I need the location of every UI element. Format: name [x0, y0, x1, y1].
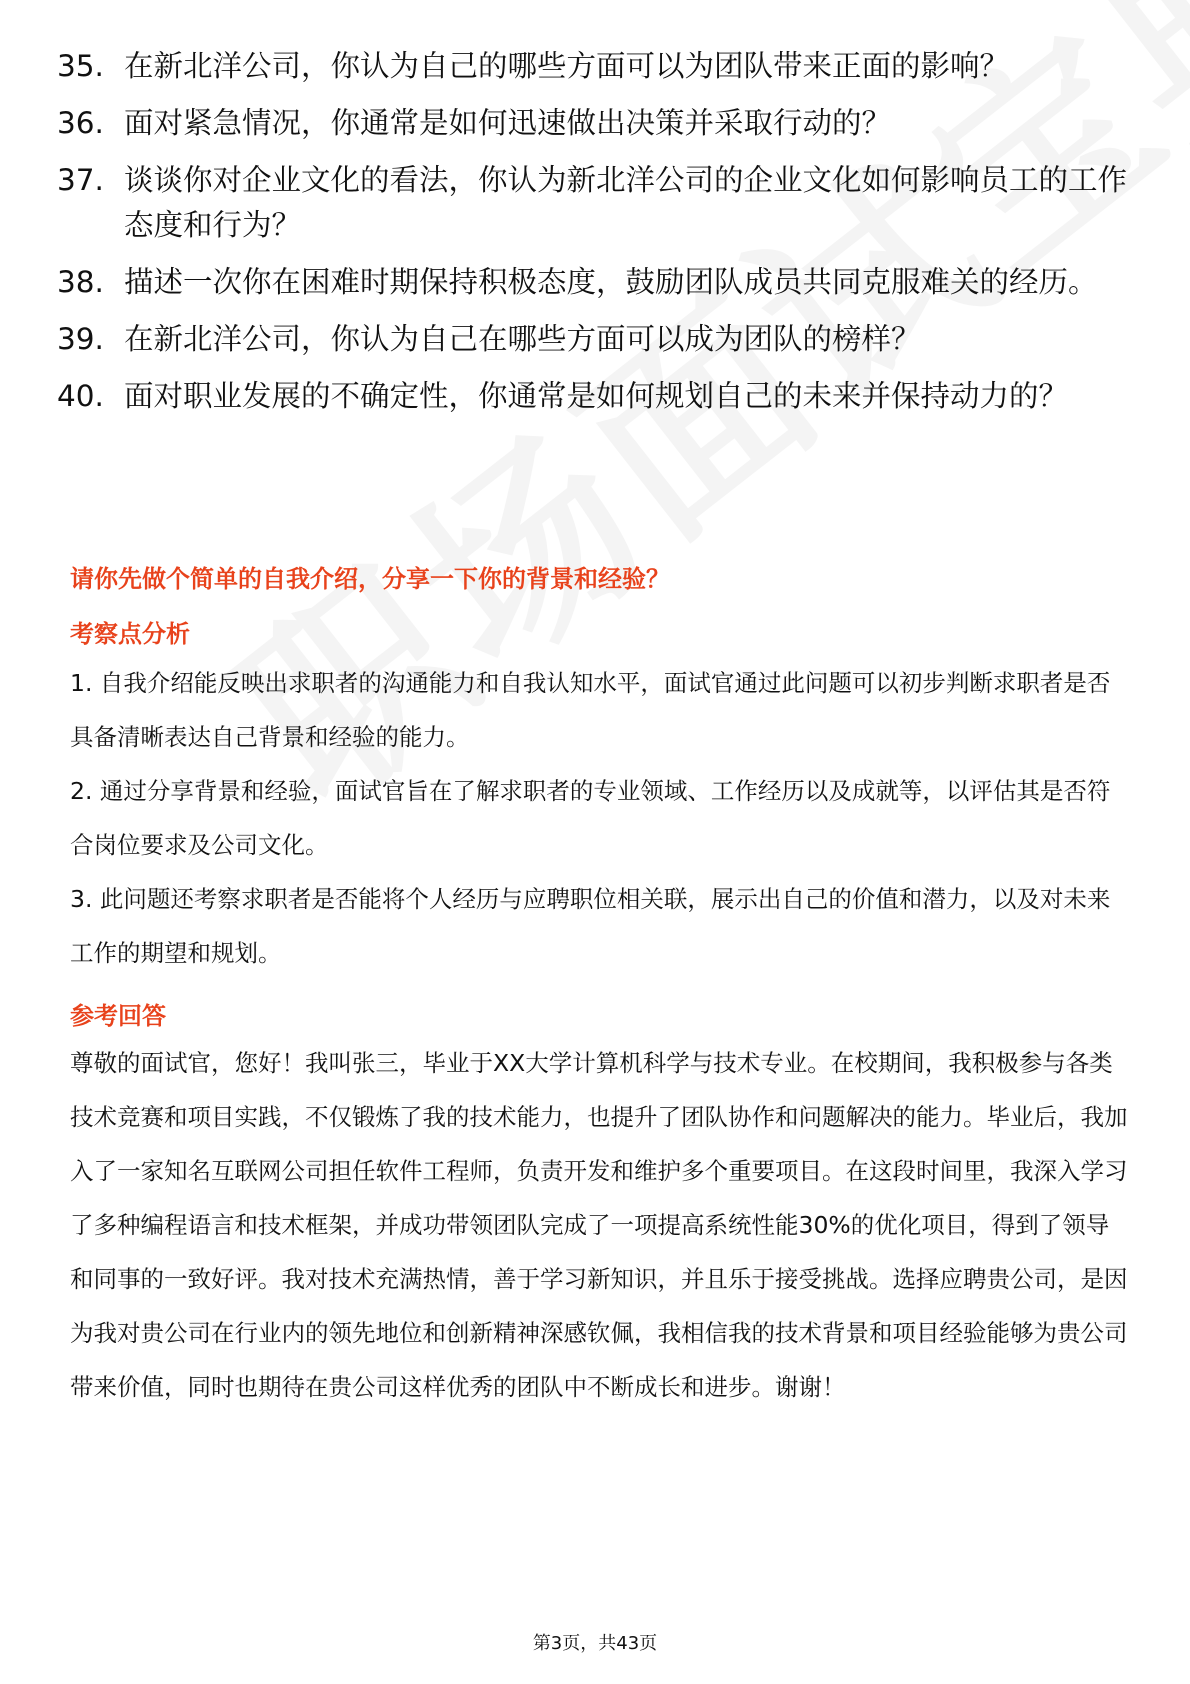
analysis-point: 3. 此问题还考察求职者是否能将个人经历与应聘职位相关联，展示出自己的价值和潜力，以及对未来工作的期望和规划。 — [70, 885, 1111, 967]
question-text: 面对职业发展的不确定性，你通常是如何规划自己的未来并保持动力的？ — [124, 379, 1069, 413]
question-item — [57, 158, 1127, 248]
page-number: 第3页，共43页 — [532, 1633, 658, 1654]
question-item — [57, 44, 1127, 89]
answer-section — [70, 999, 1130, 1414]
question-number: 37. — [57, 163, 104, 197]
question-number: 40. — [57, 379, 104, 413]
question-number: 35. — [57, 49, 104, 83]
question-number: 38. — [57, 265, 104, 299]
answer-heading: 参考回答 — [70, 1002, 166, 1030]
analysis-section — [70, 617, 1130, 980]
question-text: 在新北洋公司，你认为自己的哪些方面可以为团队带来正面的影响？ — [124, 49, 1010, 83]
featured-question: 请你先做个简单的自我介绍，分享一下你的背景和经验？ — [70, 565, 670, 593]
question-item — [57, 317, 1127, 362]
question-text: 谈谈你对企业文化的看法，你认为新北洋公司的企业文化如何影响员工的工作态度和行为？ — [124, 163, 1128, 242]
question-item — [57, 374, 1127, 419]
analysis-point: 2. 通过分享背景和经验，面试官旨在了解求职者的专业领域、工作经历以及成就等，以评估其是否符合岗位要求及公司文化。 — [70, 777, 1111, 859]
analysis-heading: 考察点分析 — [70, 620, 190, 648]
question-text: 在新北洋公司，你认为自己在哪些方面可以成为团队的榜样？ — [124, 322, 921, 356]
question-number: 36. — [57, 106, 104, 140]
question-text: 描述一次你在困难时期保持积极态度，鼓励团队成员共同克服难关的经历。 — [124, 265, 1098, 299]
question-item — [57, 260, 1127, 305]
question-number: 39. — [57, 322, 104, 356]
answer-text: 尊敬的面试官，您好！我叫张三，毕业于XX大学计算机科学与技术专业。在校期间，我积极参与各类技术竞赛和项目实践，不仅锻炼了我的技术能力，也提升了团队协作和问题解决的能力。毕业后，我加入了一家知名互联网公司担任软件工程师，负责开发和维护多个重要项目。在这段时间里，我深入学习了多种编程语言和技术框架，并成功带领团队完成了一项提高系统性能30%的优化项目，得到了领导和同事的一致好评。我对技术充满热情，善于学习新知识，并且乐于接受挑战。选择应聘贵公司，是因为我对贵公司在行业内的领先地位和创新精神深感钦佩，我相信我的技术背景和项目经验能够为贵公司带来价值，同时也期待在贵公司这样优秀的团队中不断成长和进步。谢谢！ — [70, 1049, 1128, 1401]
featured-question-section — [70, 562, 1130, 596]
analysis-point: 1. 自我介绍能反映出求职者的沟通能力和自我认知水平，面试官通过此问题可以初步判断求职者是否具备清晰表达自己背景和经验的能力。 — [70, 669, 1111, 751]
question-item — [57, 101, 1127, 146]
question-list — [57, 44, 1127, 431]
question-text: 面对紧急情况，你通常是如何迅速做出决策并采取行动的？ — [124, 106, 892, 140]
